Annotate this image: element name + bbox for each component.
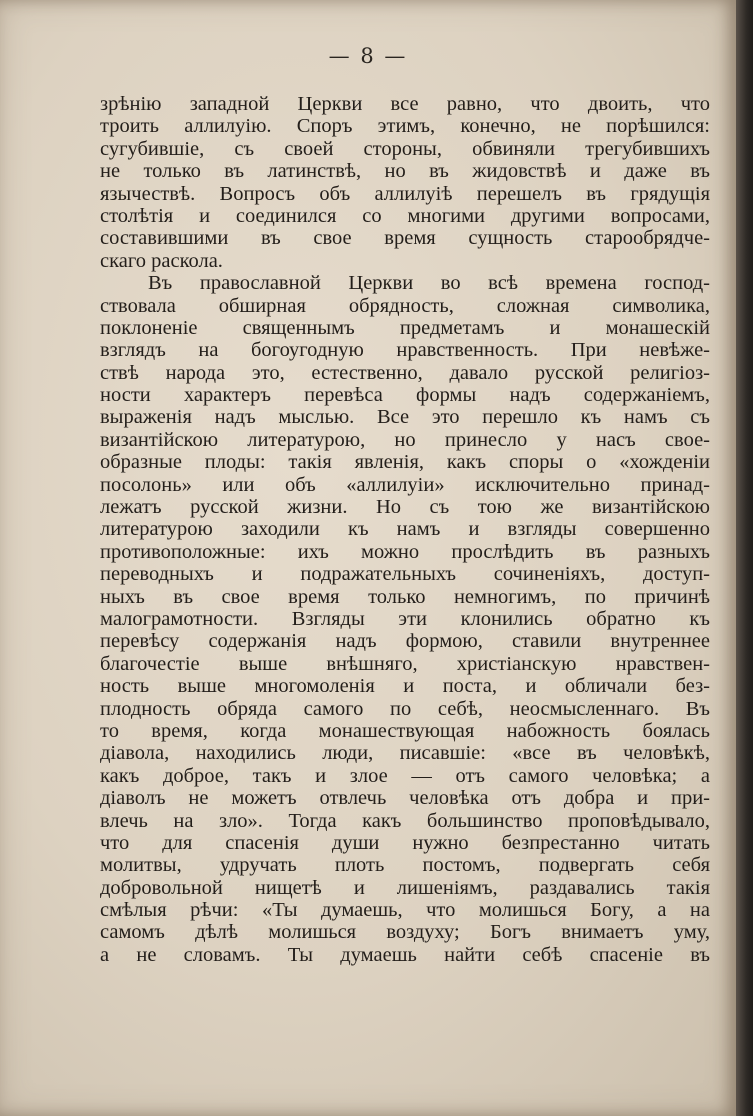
text-line: противоположные: ихъ можно прослѣдить въ разныхъ (100, 540, 710, 563)
text-line: молитвы, удручать плоть постомъ, подвергать себя (100, 854, 710, 877)
text-line: троить аллилуію. Споръ этимъ, конечно, не порѣшился: (100, 115, 710, 138)
text-line: скаго раскола. (100, 249, 223, 272)
text-line: лежатъ русской жизни. Но съ тою же византійскою (100, 496, 710, 519)
text-line: діаволъ не можетъ отвлечь человѣка отъ добра и при- (100, 787, 710, 810)
text-line: перевѣсу содержанія надъ формою, ставили внутреннее (100, 630, 710, 653)
text-line: сугубившіе, съ своей стороны, обвиняли трегубившихъ (100, 137, 710, 160)
text-line: благочестіе выше внѣшняго, христіанскую нравствен- (100, 652, 710, 675)
text-line: смѣлыя рѣчи: «Ты думаешь, что молишься Богу, а на (100, 899, 710, 922)
text-line: ность выше многомоленія и поста, и обличали без- (100, 675, 710, 698)
text-line: а не словамъ. Ты думаешь найти себѣ спасеніе въ (100, 943, 710, 966)
text-line: образные плоды: такія явленія, какъ споры о «хожденіи (100, 451, 710, 474)
text-line: малограмотности. Взгляды эти клонились обратно къ (100, 607, 710, 630)
text-line: ности характеръ перевѣса формы надъ содержаніемъ, (100, 384, 710, 407)
page-number: — 8 — (328, 44, 408, 68)
page-text (100, 93, 710, 966)
text-line: зрѣнію западной Церкви все равно, что двоить, что (100, 93, 710, 115)
text-line: добровольной нищетѣ и лишеніямъ, раздавались такія (100, 876, 710, 899)
text-line: плодность обряда самого по себѣ, неосмысленнаго. Въ (100, 697, 710, 720)
text-line: самомъ дѣлѣ молишься воздуху; Богъ внимаетъ уму, (100, 921, 710, 944)
book-binding-edge (736, 0, 753, 1116)
text-line: язычествѣ. Вопросъ объ аллилуіѣ перешелъ въ грядущія (100, 182, 710, 205)
text-line: столѣтія и соединился со многими другими вопросами, (100, 204, 710, 227)
text-line: литературою заходили къ намъ и взгляды совершенно (100, 518, 710, 541)
text-line: византійскою литературою, но принесло у насъ свое- (100, 428, 710, 451)
text-line: не только въ латинствѣ, но въ жидовствѣ и даже въ (100, 160, 710, 183)
text-line: составившими въ свое время сущность старообрядче- (100, 227, 710, 250)
text-line: то время, когда монашествующая набожность боялась (100, 719, 710, 742)
text-line: діавола, находились люди, писавшіе: «все въ человѣкѣ, (100, 742, 710, 765)
text-line: взглядъ на богоугодную нравственность. При невѣже- (100, 339, 710, 362)
text-line: что для спасенія души нужно безпрестанно читать (100, 831, 710, 854)
text-line: выраженія надъ мыслью. Все это перешло къ намъ съ (100, 406, 710, 429)
text-line: Въ православной Церкви во всѣ времена господ- (148, 272, 710, 295)
text-line: поклоненіе священнымъ предметамъ и монашескій (100, 316, 710, 339)
text-line: ныхъ въ свое время только немногимъ, по причинѣ (100, 585, 710, 608)
text-line: ствѣ народа это, естественно, давало русской религіоз- (100, 361, 710, 384)
text-line: какъ доброе, такъ и злое — отъ самого человѣка; а (100, 764, 710, 787)
text-line: посолонь» или объ «аллилуіи» исключительно принад- (100, 473, 710, 496)
text-line: влечь на зло». Тогда какъ большинство проповѣдывало, (100, 809, 710, 832)
text-line: ствовала обширная обрядность, сложная символика, (100, 294, 710, 317)
text-line: переводныхъ и подражательныхъ сочиненіяхъ, доступ- (100, 563, 710, 586)
